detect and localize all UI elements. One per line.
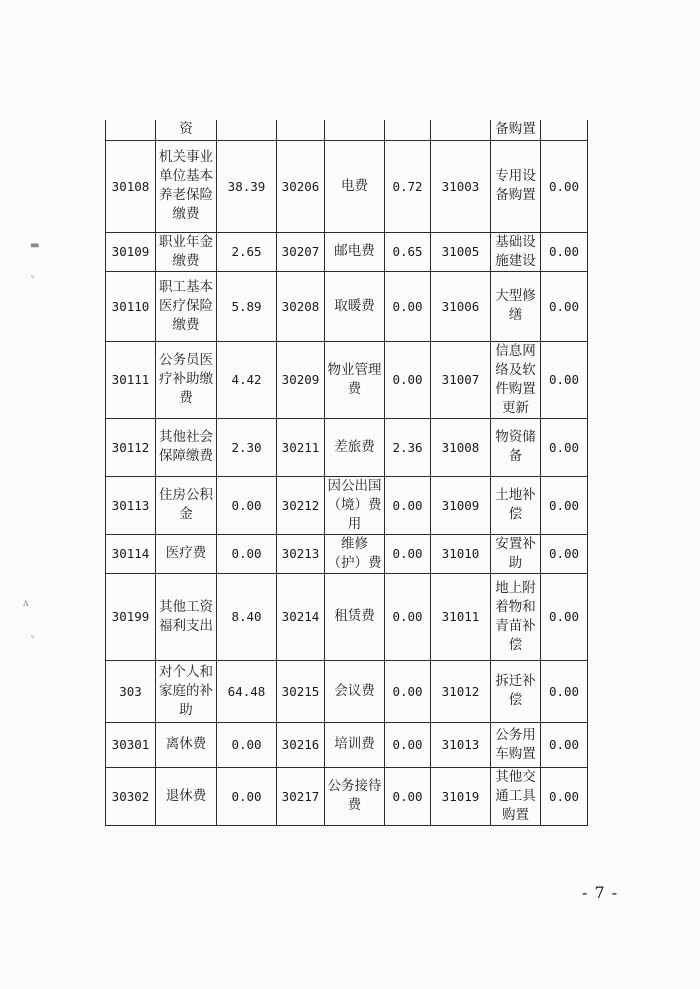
amount-cell: 2.36: [385, 418, 431, 476]
code-cell: 31013: [431, 722, 491, 767]
amount-cell: 0.00: [385, 767, 431, 825]
code-cell: 30112: [106, 418, 156, 476]
name-cell: 医疗费: [156, 534, 217, 573]
code-cell: 31012: [431, 660, 491, 722]
name-cell: 地上附着物和青苗补偿: [491, 573, 541, 660]
code-cell: 31009: [431, 476, 491, 534]
amount-cell: [541, 120, 588, 140]
name-cell: 邮电费: [325, 232, 385, 271]
code-cell: 31007: [431, 341, 491, 418]
name-cell: 安置补助: [491, 534, 541, 573]
amount-cell: 0.65: [385, 232, 431, 271]
scan-mark: ˇ: [30, 636, 35, 647]
name-cell: 公务员医疗补助缴费: [156, 341, 217, 418]
amount-cell: 4.42: [217, 341, 277, 418]
scan-mark: ʌ: [23, 598, 29, 609]
name-cell: 基础设施建设: [491, 232, 541, 271]
scan-mark: ˇ: [30, 276, 35, 287]
name-cell: 会议费: [325, 660, 385, 722]
code-cell: 30217: [277, 767, 325, 825]
code-cell: 31008: [431, 418, 491, 476]
amount-cell: 0.00: [541, 418, 588, 476]
amount-cell: 0.00: [385, 271, 431, 341]
amount-cell: 38.39: [217, 140, 277, 232]
code-cell: 31019: [431, 767, 491, 825]
code-cell: 30214: [277, 573, 325, 660]
name-cell: 公务接待费: [325, 767, 385, 825]
amount-cell: 0.00: [541, 722, 588, 767]
code-cell: 30114: [106, 534, 156, 573]
table-row: [106, 232, 588, 271]
table-row: [106, 767, 588, 825]
amount-cell: 0.00: [541, 232, 588, 271]
name-cell: 电费: [325, 140, 385, 232]
name-cell: 取暖费: [325, 271, 385, 341]
table-row: [106, 341, 588, 418]
code-cell: [431, 120, 491, 140]
name-cell: 退休费: [156, 767, 217, 825]
amount-cell: 8.40: [217, 573, 277, 660]
code-cell: 30212: [277, 476, 325, 534]
code-cell: [106, 120, 156, 140]
amount-cell: 0.00: [541, 534, 588, 573]
amount-cell: 2.65: [217, 232, 277, 271]
amount-cell: 64.48: [217, 660, 277, 722]
table-row: [106, 660, 588, 722]
code-cell: 31005: [431, 232, 491, 271]
scan-mark: ▬: [30, 240, 40, 251]
name-cell: 住房公积金: [156, 476, 217, 534]
code-cell: 30301: [106, 722, 156, 767]
amount-cell: 0.00: [385, 341, 431, 418]
code-cell: 30109: [106, 232, 156, 271]
table-row: [106, 140, 588, 232]
name-cell: 离休费: [156, 722, 217, 767]
code-cell: 30213: [277, 534, 325, 573]
name-cell: 对个人和家庭的补助: [156, 660, 217, 722]
name-cell: 资: [156, 120, 217, 140]
code-cell: 30108: [106, 140, 156, 232]
name-cell: 土地补偿: [491, 476, 541, 534]
table-body: [106, 120, 588, 825]
amount-cell: 0.00: [217, 476, 277, 534]
name-cell: 其他交通工具购置: [491, 767, 541, 825]
code-cell: 30113: [106, 476, 156, 534]
table-row: [106, 534, 588, 573]
table-row: [106, 120, 588, 140]
code-cell: [277, 120, 325, 140]
code-cell: 31006: [431, 271, 491, 341]
amount-cell: [217, 120, 277, 140]
name-cell: 公务用车购置: [491, 722, 541, 767]
amount-cell: 0.00: [541, 767, 588, 825]
amount-cell: 0.00: [541, 660, 588, 722]
name-cell: 其他社会保障缴费: [156, 418, 217, 476]
name-cell: 机关事业单位基本养老保险缴费: [156, 140, 217, 232]
budget-table: [105, 120, 588, 826]
name-cell: 物业管理费: [325, 341, 385, 418]
name-cell: 差旅费: [325, 418, 385, 476]
amount-cell: 0.00: [385, 722, 431, 767]
code-cell: 30199: [106, 573, 156, 660]
name-cell: 专用设备购置: [491, 140, 541, 232]
code-cell: 30207: [277, 232, 325, 271]
amount-cell: 0.00: [217, 767, 277, 825]
name-cell: 大型修缮: [491, 271, 541, 341]
table-row: [106, 418, 588, 476]
name-cell: 备购置: [491, 120, 541, 140]
amount-cell: 0.00: [541, 140, 588, 232]
code-cell: 31011: [431, 573, 491, 660]
name-cell: 职工基本医疗保险缴费: [156, 271, 217, 341]
code-cell: 30302: [106, 767, 156, 825]
table-row: [106, 476, 588, 534]
code-cell: 30211: [277, 418, 325, 476]
amount-cell: 0.72: [385, 140, 431, 232]
code-cell: 30111: [106, 341, 156, 418]
name-cell: 维修（护）费: [325, 534, 385, 573]
name-cell: 因公出国（境）费用: [325, 476, 385, 534]
amount-cell: 0.00: [385, 660, 431, 722]
name-cell: 物资储备: [491, 418, 541, 476]
code-cell: 31010: [431, 534, 491, 573]
page-number: - 7 -: [582, 883, 619, 902]
code-cell: 30208: [277, 271, 325, 341]
amount-cell: 0.00: [385, 534, 431, 573]
name-cell: 其他工资福利支出: [156, 573, 217, 660]
amount-cell: 2.30: [217, 418, 277, 476]
code-cell: 303: [106, 660, 156, 722]
amount-cell: 0.00: [385, 573, 431, 660]
name-cell: 职业年金缴费: [156, 232, 217, 271]
name-cell: [325, 120, 385, 140]
amount-cell: 0.00: [541, 341, 588, 418]
amount-cell: 0.00: [385, 476, 431, 534]
amount-cell: [385, 120, 431, 140]
code-cell: 30110: [106, 271, 156, 341]
table-row: [106, 271, 588, 341]
amount-cell: 0.00: [541, 573, 588, 660]
table-row: [106, 573, 588, 660]
amount-cell: 0.00: [217, 722, 277, 767]
name-cell: 信息网络及软件购置更新: [491, 341, 541, 418]
code-cell: 30206: [277, 140, 325, 232]
amount-cell: 0.00: [541, 476, 588, 534]
code-cell: 30216: [277, 722, 325, 767]
code-cell: 30209: [277, 341, 325, 418]
code-cell: 31003: [431, 140, 491, 232]
name-cell: 培训费: [325, 722, 385, 767]
table-row: [106, 722, 588, 767]
name-cell: 拆迁补偿: [491, 660, 541, 722]
amount-cell: 0.00: [217, 534, 277, 573]
amount-cell: 5.89: [217, 271, 277, 341]
amount-cell: 0.00: [541, 271, 588, 341]
code-cell: 30215: [277, 660, 325, 722]
name-cell: 租赁费: [325, 573, 385, 660]
